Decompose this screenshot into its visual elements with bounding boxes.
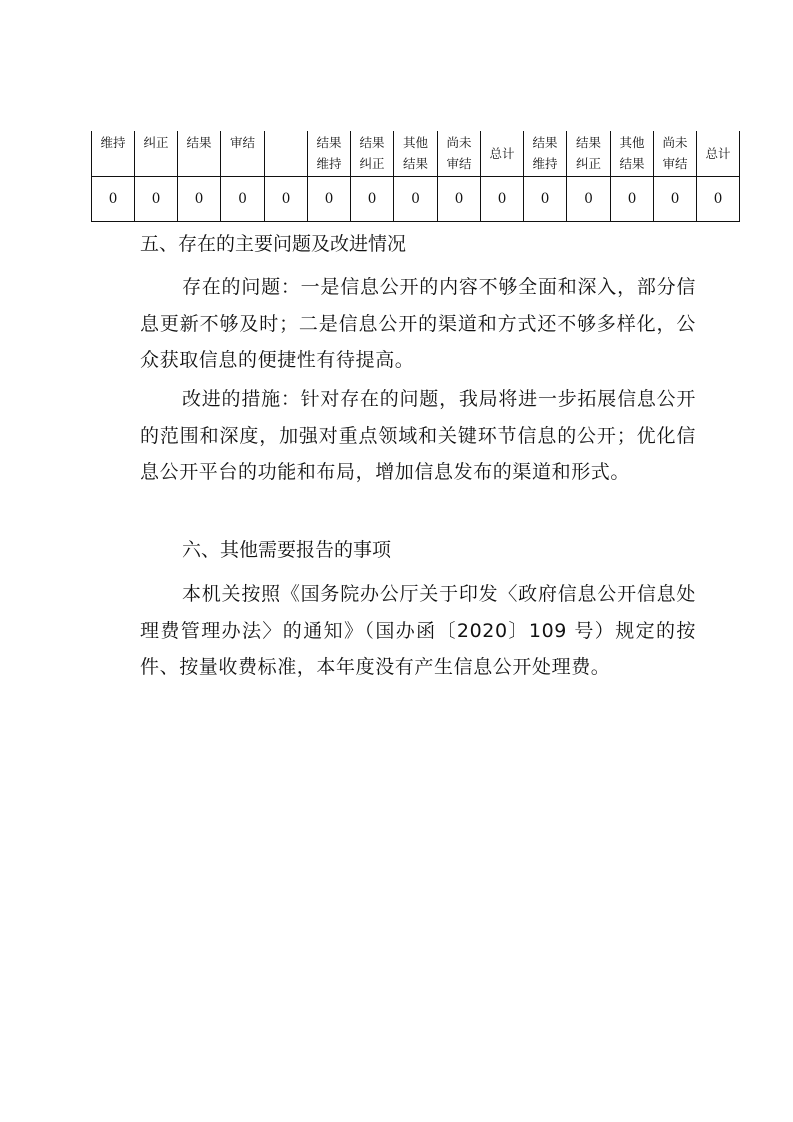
table-header-cell: [92, 131, 135, 177]
table-value-cell: 0: [567, 177, 611, 222]
table-value-cell: 0: [308, 177, 351, 222]
table-header-text: 维持: [316, 156, 342, 171]
review-litigation-stats-table: [91, 131, 740, 222]
table-value-cell: 0: [481, 177, 524, 222]
table-header-text: 结果: [186, 135, 212, 150]
table-header-text: 纠正: [575, 156, 601, 171]
table-value-cell: 0: [611, 177, 654, 222]
table-value-cell: 0: [394, 177, 438, 222]
table-header-text: 总计: [489, 146, 515, 161]
table-header-text: 总计: [705, 146, 731, 161]
table-value-cell: 0: [697, 177, 740, 222]
table-header-cell: [567, 131, 611, 177]
table-header-text: 尚未: [662, 135, 688, 150]
table-value-cell: 0: [524, 177, 567, 222]
table-value-cell: 0: [654, 177, 697, 222]
table-header-cell: [351, 131, 394, 177]
table-header-text: 结果: [532, 135, 558, 150]
table-header-text: 结果: [359, 135, 385, 150]
section-5-heading: 五、存在的主要问题及改进情况: [140, 233, 407, 255]
table-header-cell: [697, 131, 740, 177]
table-header-text: 结果: [575, 135, 601, 150]
table-value-row: [92, 177, 740, 222]
table-header-cell: [524, 131, 567, 177]
table-header-text: 审结: [446, 156, 472, 171]
table-header-cell: [308, 131, 351, 177]
table-header-cell: [654, 131, 697, 177]
table-header-cell: [221, 131, 265, 177]
section-6-heading: 六、其他需要报告的事项: [182, 539, 392, 561]
table-header-cell: [611, 131, 654, 177]
table-header-cell: [178, 131, 221, 177]
table-header-text: 纠正: [359, 156, 385, 171]
table-header-text: 维持: [100, 135, 126, 150]
table-header-text: 尚未: [446, 135, 472, 150]
table-value-cell: 0: [265, 177, 308, 222]
table-value-cell: 0: [178, 177, 221, 222]
table-header-cell: [265, 131, 308, 177]
table-header-text: 其他: [402, 135, 428, 150]
measures-paragraph: 改进的措施：针对存在的问题，我局将进一步拓展信息公开的范围和深度，加强对重点领域和关键环节信息的公开；优化信息公开平台的功能和布局，增加信息发布的渠道和形式。: [140, 388, 696, 483]
problems-paragraph: 存在的问题：一是信息公开的内容不够全面和深入，部分信息更新不够及时；二是信息公开的渠道和方式还不够多样化，公众获取信息的便捷性有待提高。: [140, 276, 696, 371]
table-header-text: 纠正: [143, 135, 169, 150]
table-header-text: 审结: [229, 135, 255, 150]
table-value-cell: 0: [135, 177, 178, 222]
table-header-text: 其他: [619, 135, 645, 150]
table-value-cell: 0: [92, 177, 135, 222]
table-header-row: [92, 131, 740, 177]
fee-paragraph: 本机关按照《国务院办公厅关于印发〈政府信息公开信息处理费管理办法〉的通知》（国办函〔2020〕109 号）规定的按件、按量收费标准，本年度没有产生信息公开处理费。: [140, 583, 696, 678]
table-header-cell: [481, 131, 524, 177]
table-header-cell: [394, 131, 438, 177]
table-header-text: 审结: [662, 156, 688, 171]
table-header-text: 维持: [532, 156, 558, 171]
table-header-text: 结果: [619, 156, 645, 171]
table-value-cell: 0: [221, 177, 265, 222]
table-header-cell: [438, 131, 481, 177]
table-value-cell: 0: [438, 177, 481, 222]
table-header-cell: [135, 131, 178, 177]
table-value-cell: 0: [351, 177, 394, 222]
table-header-text: 结果: [316, 135, 342, 150]
table-header-text: 结果: [402, 156, 428, 171]
